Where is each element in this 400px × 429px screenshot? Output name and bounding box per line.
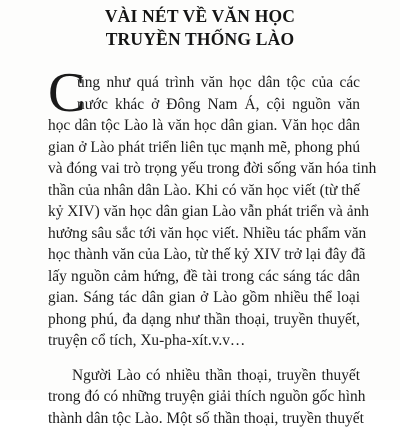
- text-line: hưởng sâu sắc tới văn học viết. Nhiều tác phẩm văn: [48, 223, 360, 245]
- chapter-title-line-1: VÀI NÉT VỀ VĂN HỌC: [0, 5, 400, 28]
- text-line: phong phú, đa dạng như thần thoại, truyền thuyết,: [48, 309, 360, 331]
- chapter-title: [0, 5, 400, 51]
- text-line: truyện cổ tích, Xu-pha-xít.v.v…: [48, 330, 360, 352]
- text-line: Người Lào có nhiều thần thoại, truyền thuyết: [48, 365, 360, 387]
- text-line: lấy nguồn cảm hứng, đề tài trong các sáng tác dân: [48, 266, 360, 288]
- text-line: trong đó có những truyện giải thích nguồn gốc hình: [48, 386, 360, 408]
- chapter-title-line-2: TRUYỀN THỐNG LÀO: [0, 28, 400, 51]
- text-line: ũng như quá trình văn học dân tộc của các: [48, 72, 360, 94]
- text-line: gian ở Lào phát triển liên tục mạnh mẽ, phong phú: [48, 137, 360, 159]
- text-line: thần của nhân dân Lào. Khi có văn học viết (từ thế: [48, 180, 360, 202]
- text-line: nước khác ở Đông Nam Á, cội nguồn văn: [48, 94, 360, 116]
- paragraph-1: [48, 72, 360, 352]
- text-line: kỷ XIV) văn học dân gian Lào vẫn phát triển và ảnh: [48, 201, 360, 223]
- text-line: thành dân tộc Lào. Một số thần thoại, truyền thuyết: [48, 408, 360, 429]
- text-line: học thành văn của Lào, từ thế kỷ XIV trở lại đây đã: [48, 244, 360, 266]
- text-line: gian. Sáng tác dân gian ở Lào gồm nhiều thể loại: [48, 287, 360, 309]
- paragraph-2: [48, 365, 360, 429]
- text-line: và đóng vai trò trọng yếu trong đời sống văn hóa tinh: [48, 158, 360, 180]
- body-text: [48, 72, 360, 429]
- text-line: học dân tộc Lào là văn học dân gian. Văn học dân: [48, 115, 360, 137]
- drop-cap-letter: C: [48, 65, 85, 121]
